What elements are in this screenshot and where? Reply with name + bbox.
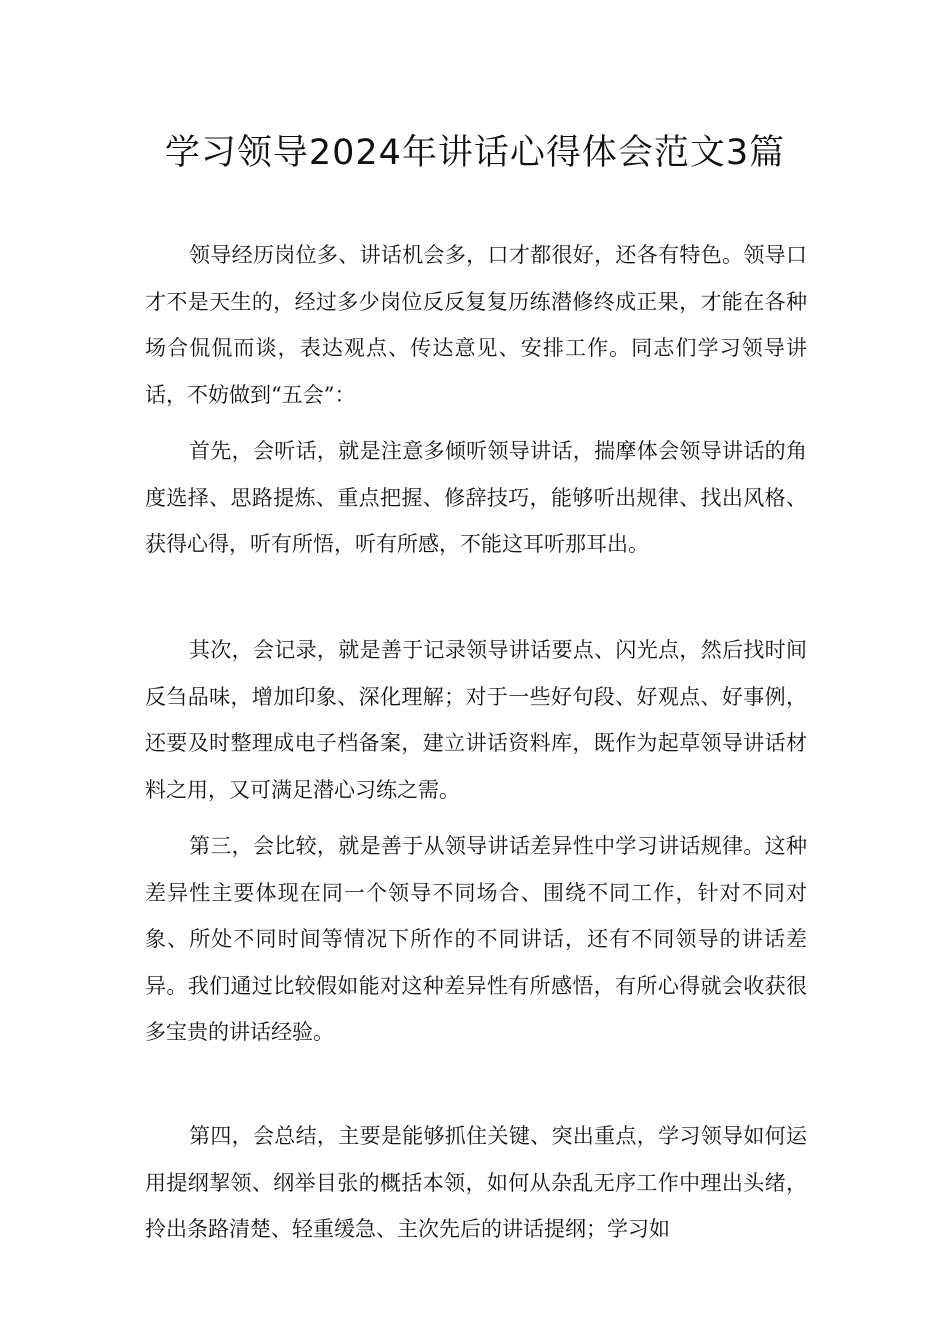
paragraph-first-listen: 首先，会听话，就是注意多倾听领导讲话，揣摩体会领导讲话的角度选择、思路提炼、重点把握、修辞技巧，能够听出规律、找出风格、获得心得，听有所悟，听有所感，不能这耳听那耳出。 xyxy=(145,439,807,557)
paragraph-intro: 领导经历岗位多、讲话机会多，口才都很好，还各有特色。领导口才不是天生的，经过多少岗位反反复复历练潜修终成正果，才能在各种场合侃侃而谈，表达观点、传达意见、安排工作。同志们学习领导讲话，不妨做到“五会”： xyxy=(145,243,807,407)
paragraph-third-compare: 第三，会比较，就是善于从领导讲话差异性中学习讲话规律。这种差异性主要体现在同一个领导不同场合、围绕不同工作，针对不同对象、所处不同时间等情况下所作的不同讲话，还有不同领导的讲话差异。我们通过比较假如能对这种差异性有所感悟，有所心得就会收获很多宝贵的讲话经验。 xyxy=(145,834,807,1045)
paragraph-second-record: 其次，会记录，就是善于记录领导讲话要点、闪光点，然后找时间反刍品味，增加印象、深化理解；对于一些好句段、好观点、好事例，还要及时整理成电子档备案，建立讲话资料库，既作为起草领导讲话材料之用，又可满足潜心习练之需。 xyxy=(145,638,807,802)
document-title: 学习领导2024年讲话心得体会范文3篇 xyxy=(164,133,786,173)
paragraph-fourth-summarize: 第四，会总结，主要是能够抓住关键、突出重点，学习领导如何运用提纲挈领、纲举目张的概括本领，如何从杂乱无序工作中理出头绪，拎出条路清楚、轻重缓急、主次先后的讲话提纲；学习如 xyxy=(145,1124,807,1242)
